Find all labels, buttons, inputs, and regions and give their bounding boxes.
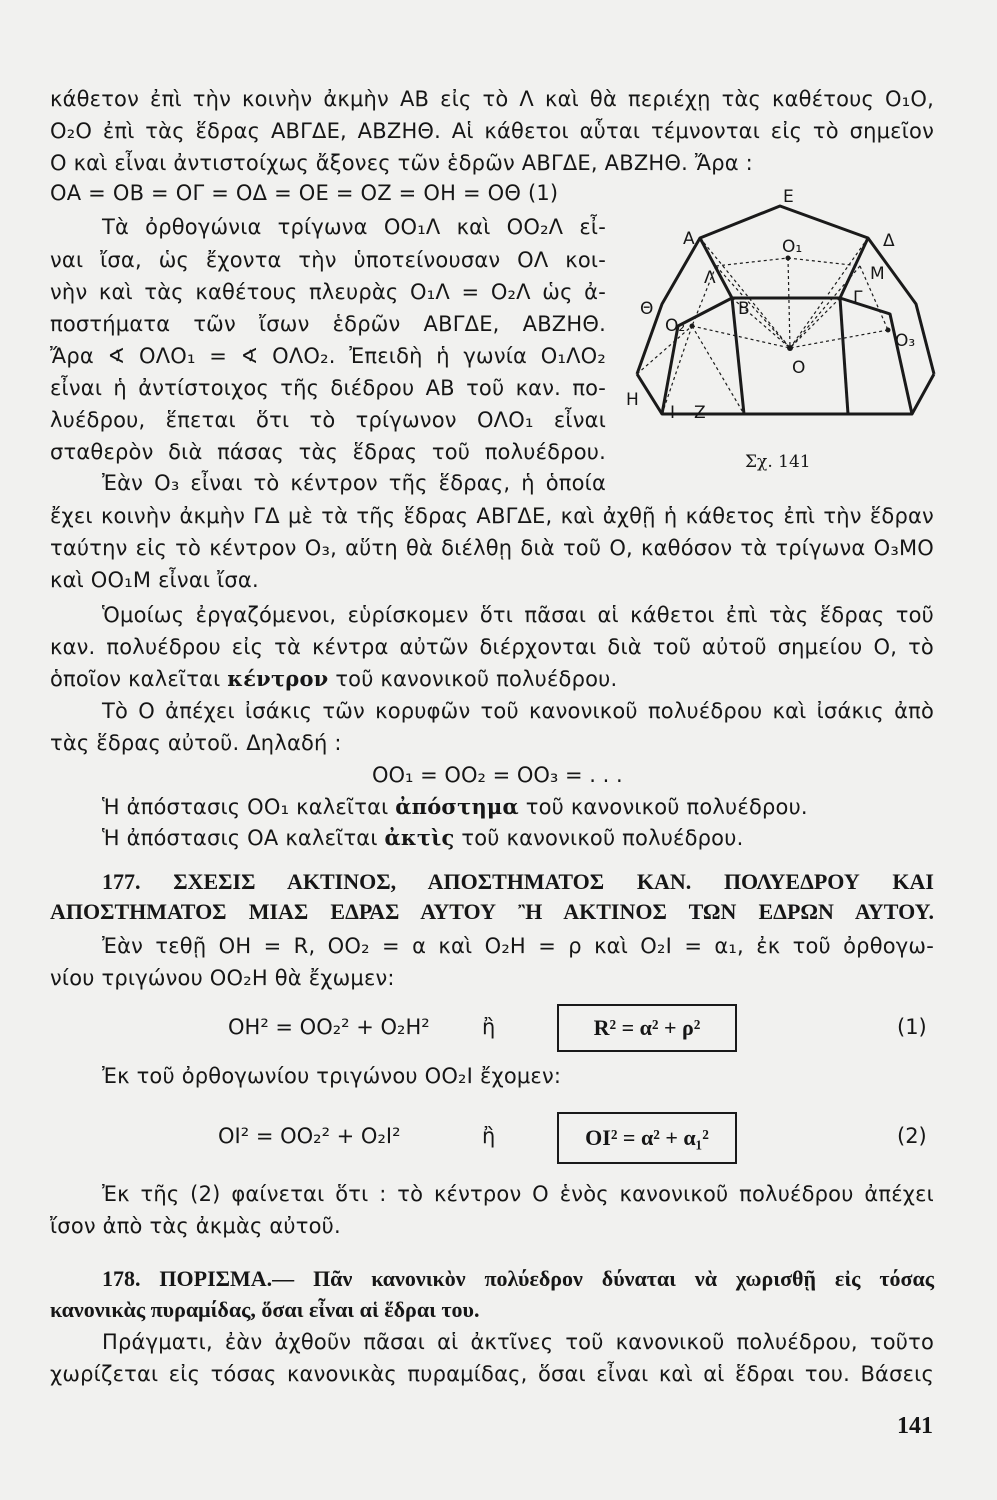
label-l: Λ bbox=[704, 268, 716, 288]
point-o2 bbox=[690, 324, 695, 329]
text-line: εἶναι ἡ ἀντίστοιχος τῆς διέδρου ΑΒ τοῦ καν. πο- bbox=[50, 376, 606, 400]
text-line: Ο καὶ εἶναι ἀντιστοίχως ἄξονες τῶν ἑδρῶν ΑΒΓΔΕ, ΑΒΖΗΘ. Ἄρα : bbox=[50, 151, 753, 175]
hidden-line bbox=[788, 258, 860, 266]
text-line: νὴν καὶ τὰς καθέτους πλευρὰς Ο₁Λ = Ο₂Λ ὡς ἀ- bbox=[50, 280, 606, 304]
outer-bottom bbox=[637, 374, 934, 414]
label-g: Γ bbox=[853, 288, 863, 308]
hidden-line bbox=[692, 326, 790, 348]
term-kentron: κέντρον bbox=[227, 666, 329, 691]
text-line: νίου τριγώνου ΟΟ₂Η θὰ ἔχωμεν: bbox=[50, 966, 395, 990]
text-line: Ἐὰν Ο₃ εἶναι τὸ κέντρον τῆς ἕδρας, ἡ ὁποία bbox=[102, 471, 606, 495]
hidden-line bbox=[788, 258, 790, 348]
or-word: ἢ bbox=[482, 1124, 496, 1148]
page-number: 141 bbox=[897, 1413, 933, 1439]
label-th: Θ bbox=[640, 299, 654, 319]
text-line: κάθετον ἐπὶ τὴν κοινὴν ἀκμὴν ΑΒ εἰς τὸ Λ καὶ θὰ περιέχῃ τὰς καθέτους Ο₁Ο, bbox=[50, 87, 934, 111]
label-o: Ο bbox=[792, 358, 806, 378]
face-edge-right bbox=[840, 298, 912, 414]
text-line: καὶ ΟΟ₁Μ εἶναι ἴσα. bbox=[50, 568, 259, 592]
equation-apostemata: ΟΟ₁ = ΟΟ₂ = ΟΟ₃ = . . . bbox=[372, 763, 623, 787]
label-o3: Ο₃ bbox=[895, 331, 916, 351]
label-b: Β bbox=[738, 299, 750, 319]
section-heading-178-cont: κανονικὰς πυραμίδας, ὅσαι εἶναι αἱ ἕδραι του. bbox=[50, 1297, 480, 1322]
label-a: Α bbox=[683, 229, 695, 249]
figure-caption: Σχ. 141 bbox=[745, 452, 811, 472]
text-line: Τὰ ὀρθογώνια τρίγωνα ΟΟ₁Λ καὶ ΟΟ₂Λ εἶ- bbox=[102, 215, 606, 239]
text-line: ἴσον ἀπὸ τὰς ἀκμὰς αὐτοῦ. bbox=[50, 1214, 341, 1238]
hidden-line bbox=[716, 266, 790, 348]
point-o bbox=[787, 345, 793, 351]
section-heading-177: 177. ΣΧΕΣΙΣ ΑΚΤΙΝΟΣ, ΑΠΟΣΤΗΜΑΤΟΣ ΚΑΝ. ΠΟΛΥΕΔΡΟΥ ΚΑΙ bbox=[102, 869, 934, 894]
term-aktis: ἀκτὶς bbox=[384, 825, 455, 850]
section-heading-178: 178. ΠΟΡΙΣΜΑ.— Πᾶν κανονικὸν πολύεδρον δύναται νὰ χωρισθῇ εἰς τόσας bbox=[102, 1266, 934, 1291]
boxed-formula-2: ΟΙ² = α² + α₁² bbox=[557, 1112, 737, 1164]
or-word: ἢ bbox=[482, 1015, 496, 1039]
boxed-formula-1: R² = α² + ρ² bbox=[557, 1004, 737, 1052]
text-line: Ἐκ τῆς (2) φαίνεται ὅτι : τὸ κέντρον Ο ἑνὸς κανονικοῦ πολυέδρου ἀπέχει bbox=[102, 1182, 934, 1206]
label-o2: Ο₂ bbox=[665, 316, 686, 336]
section-heading-177-cont: ΑΠΟΣΤΗΜΑΤΟΣ ΜΙΑΣ ΕΔΡΑΣ ΑΥΤΟΥ Ἢ ΑΚΤΙΝΟΣ ΤΩΝ ΕΔΡΩΝ ΑΥΤΟΥ. bbox=[50, 899, 934, 924]
text-line: ναι ἴσα, ὡς ἔχοντα τὴν ὑποτείνουσαν ΟΛ κοι- bbox=[50, 248, 606, 272]
equation-oh-squared: ΟΗ² = ΟΟ₂² + Ο₂Η² bbox=[228, 1015, 430, 1039]
text-line: ποστήματα τῶν ἴσων ἑδρῶν ΑΒΓΔΕ, ΑΒΖΗΘ. bbox=[50, 312, 606, 336]
hidden-line bbox=[700, 238, 790, 348]
text-line: ταύτην εἰς τὸ κέντρον Ο₃, αὕτη θὰ διέλθῃ διὰ τοῦ Ο, καθόσον τὰ τρίγωνα Ο₃ΜΟ bbox=[50, 536, 934, 560]
label-e: Ε bbox=[783, 187, 794, 207]
text-line: λυέδρου, ἕπεται ὅτι τὸ τρίγωνον ΟΛΟ₁ εἶναι bbox=[50, 408, 606, 432]
hidden-line bbox=[716, 258, 788, 266]
text-line: Ἡ ἀπόστασις ΟΑ καλεῖται ἀκτὶς τοῦ κανονικοῦ πολυέδρου. bbox=[102, 825, 744, 850]
label-z: Ζ bbox=[694, 403, 706, 423]
face-edge-gamma bbox=[840, 298, 848, 414]
label-h: Η bbox=[626, 390, 639, 410]
equation-number-2: (2) bbox=[897, 1124, 927, 1148]
label-d: Δ bbox=[883, 231, 895, 251]
text-line: χωρίζεται εἰς τόσας κανονικὰς πυραμίδας, ὅσαι εἶναι καὶ αἱ ἕδραι του. Βάσεις bbox=[50, 1362, 934, 1386]
term-apostema: ἀπόστημα bbox=[395, 794, 519, 819]
text-line: τὰς ἕδρας αὐτοῦ. Δηλαδή : bbox=[50, 731, 342, 755]
label-i: Ι bbox=[670, 403, 676, 423]
text-line: καν. πολυέδρου εἰς τὰ κέντρα αὐτῶν διέρχονται διὰ τοῦ αὐτοῦ σημείου Ο, τὸ bbox=[50, 635, 934, 659]
text-line: Ὁμοίως ἐργαζόμενοι, εὑρίσκομεν ὅτι πᾶσαι αἱ κάθετοι ἐπὶ τὰς ἕδρας τοῦ bbox=[102, 603, 934, 627]
text-line: Ἡ ἀπόστασις ΟΟ₁ καλεῖται ἀπόστημα τοῦ κανονικοῦ πολυέδρου. bbox=[102, 794, 808, 819]
text-line: Ἐὰν τεθῇ ΟΗ = R, ΟΟ₂ = α καὶ Ο₂Η = ρ καὶ Ο₂Ι = α₁, ἐκ τοῦ ὀρθογω- bbox=[102, 934, 934, 958]
text-line: σταθερὸν διὰ πάσας τὰς ἕδρας τοῦ πολυέδρου. bbox=[50, 440, 606, 464]
label-o1: Ο₁ bbox=[782, 237, 803, 257]
text-line: ὁποῖον καλεῖται κέντρον τοῦ κανονικοῦ πολυέδρου. bbox=[50, 666, 618, 691]
text-line: Τὸ Ο ἀπέχει ἰσάκις τῶν κορυφῶν τοῦ κανονικοῦ πολυέδρου καὶ ἰσάκις ἀπὸ bbox=[102, 699, 934, 723]
text-line: Ο₂Ο ἐπὶ τὰς ἕδρας ΑΒΓΔΕ, ΑΒΖΗΘ. Αἱ κάθετοι αὗται τέμνονται εἰς τὸ σημεῖον bbox=[50, 119, 934, 143]
label-m: Μ bbox=[870, 264, 885, 284]
equation-oi-squared: ΟΙ² = ΟΟ₂² + Ο₂Ι² bbox=[218, 1124, 401, 1148]
point-o3 bbox=[886, 328, 891, 333]
text-line: Ἄρα ∢ ΟΛΟ₁ = ∢ ΟΛΟ₂. Ἐπειδὴ ἡ γωνία Ο₁ΛΟ₂ bbox=[50, 344, 606, 368]
text-line: Ἐκ τοῦ ὀρθογωνίου τριγώνου ΟΟ₂Ι ἔχομεν: bbox=[102, 1064, 562, 1088]
text-line: ἔχει κοινὴν ἀκμὴν ΓΔ μὲ τὰ τῆς ἕδρας ΑΒΓΔΕ, καὶ ἀχθῇ ἡ κάθετος ἐπὶ τὴν ἕδραν bbox=[50, 504, 934, 528]
equation-number-1: (1) bbox=[897, 1015, 927, 1039]
text-line: Πράγματι, ἐὰν ἀχθοῦν πᾶσαι αἱ ἀκτῖνες τοῦ κανονικοῦ πολυέδρου, τοῦτο bbox=[102, 1330, 934, 1354]
equation-1: ΟΑ = ΟΒ = ΟΓ = ΟΔ = ΟΕ = ΟΖ = ΟΗ = ΟΘ (1) bbox=[50, 181, 559, 205]
polyhedron-figure bbox=[620, 186, 950, 446]
